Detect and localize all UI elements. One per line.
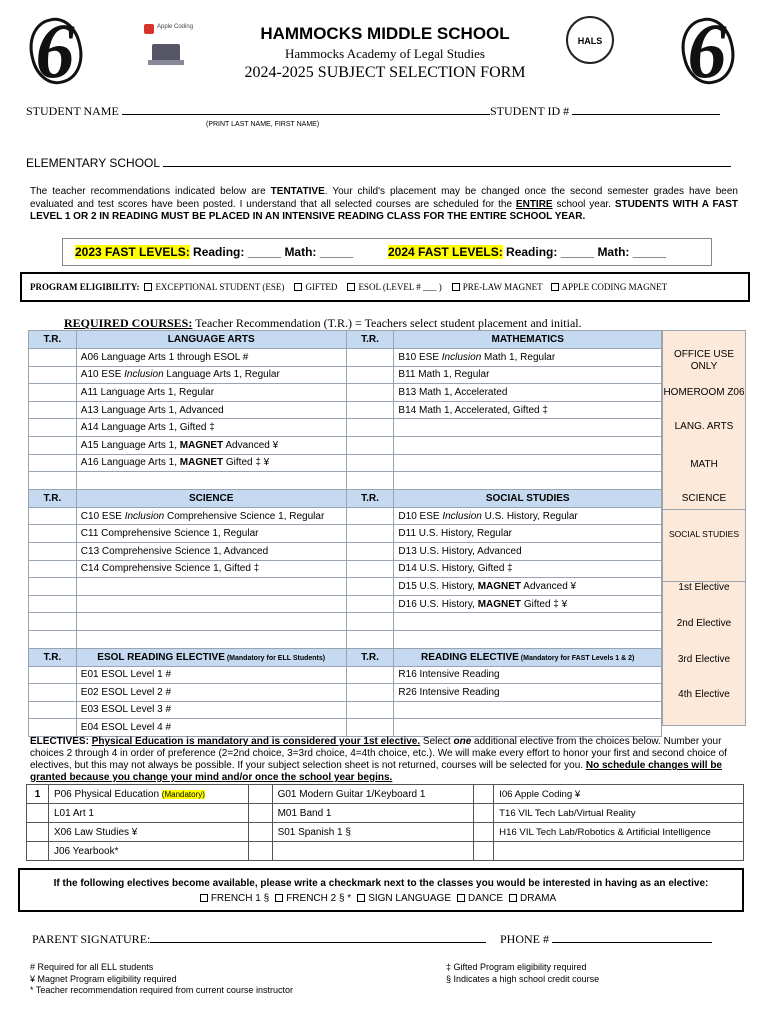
language-arts-course: A13 Language Arts 1, Advanced [76,401,346,419]
checkbox-apple-coding[interactable] [551,283,559,291]
elective-rank[interactable] [248,823,272,842]
legend-right: ‡ Gifted Program eligibility required § Indicates a high school credit course [446,962,600,984]
reading-course [394,701,662,719]
social-studies-course [394,630,662,648]
tr-header: T.R. [29,648,77,666]
elective-rank[interactable] [474,842,494,861]
future-elective-option[interactable]: SIGN LANGUAGE [357,893,451,904]
elective-rank[interactable] [27,823,49,842]
tr-initial-cell[interactable] [346,419,394,437]
elective-option: G01 Modern Guitar 1/Keyboard 1 [272,785,474,804]
social-studies-course [394,613,662,631]
tr-initial-cell[interactable] [29,595,77,613]
elective-rank[interactable] [27,804,49,823]
checkbox-ese[interactable] [144,283,152,291]
tr-initial-cell[interactable] [346,684,394,702]
tr-initial-cell[interactable] [346,507,394,525]
future-elective-option[interactable]: FRENCH 1 § [200,893,269,904]
reading-course: R16 Intensive Reading [394,666,662,684]
tr-initial-cell[interactable] [29,472,77,490]
elective-option: J06 Yearbook* [48,842,248,861]
social-studies-course: D11 U.S. History, Regular [394,525,662,543]
tr-initial-cell[interactable] [29,719,77,737]
reading-course: R26 Intensive Reading [394,684,662,702]
science-course: C13 Comprehensive Science 1, Advanced [76,542,346,560]
language-arts-course: A06 Language Arts 1 through ESOL # [76,349,346,367]
tr-initial-cell[interactable] [346,454,394,472]
language-arts-course: A16 Language Arts 1, MAGNET Gifted ‡ ¥ [76,454,346,472]
mathematics-course [394,436,662,454]
esol-course: E02 ESOL Level 2 # [76,684,346,702]
elective-rank[interactable] [27,842,49,861]
electives-table [26,784,744,861]
tr-initial-cell[interactable] [29,578,77,596]
required-courses-label: REQUIRED COURSES: Teacher Recommendation (T.R.) = Teachers select student placement and initial. [64,316,582,330]
school-logo-right: 6 [676,14,738,88]
mathematics-course [394,454,662,472]
tr-initial-cell[interactable] [29,666,77,684]
parent-signature-field[interactable]: PARENT SIGNATURE: [32,932,486,947]
esol-course: E04 ESOL Level 4 # [76,719,346,737]
mathematics-course: B14 Math 1, Accelerated, Gifted ‡ [394,401,662,419]
language-arts-course: A15 Language Arts 1, MAGNET Advanced ¥ [76,436,346,454]
tr-initial-cell[interactable] [346,349,394,367]
tr-initial-cell[interactable] [29,366,77,384]
language-arts-course: A10 ESE Inclusion Language Arts 1, Regular [76,366,346,384]
program-eligibility: PROGRAM ELIGIBILITY: EXCEPTIONAL STUDENT (ESE) GIFTED ESOL (LEVEL # ___ ) PRE-LAW MAGNET APPLE CODING MAGNET [20,272,750,302]
electives-instructions: ELECTIVES: Physical Education is mandatory and is considered your 1st elective. Select one additional elective from the choices below. Number your choices 2 through 4 in order of preference (2=2nd choice, 3=3rd choice, 4=4th choice, etc.). We will make every effort to honor your first and second choice of electives, but this may not always be possible. If your subject selection sheet is not returned, courses will be selected for you. No schedule changes will be granted because you change your mind and/or once the school year begins. [30,736,727,783]
tr-initial-cell[interactable] [29,349,77,367]
tr-initial-cell[interactable] [29,419,77,437]
elective-rank[interactable] [474,804,494,823]
tr-header: T.R. [29,489,77,507]
school-logo-left: 6 [24,14,86,88]
elementary-school-field[interactable]: ELEMENTARY SCHOOL [26,156,731,170]
elective-row [27,804,744,823]
tr-initial-cell[interactable] [346,384,394,402]
tr-initial-cell[interactable] [29,401,77,419]
tr-initial-cell[interactable] [346,401,394,419]
tr-header: T.R. [346,648,394,666]
tr-initial-cell[interactable] [346,666,394,684]
elective-rank[interactable] [248,804,272,823]
checkbox-prelaw[interactable] [452,283,460,291]
social-studies-course: D14 U.S. History, Gifted ‡ [394,560,662,578]
checkbox-gifted[interactable] [294,283,302,291]
tr-initial-cell[interactable] [346,472,394,490]
elective-option: T16 VIL Tech Lab/Virtual Reality [494,804,744,823]
language-arts-course [76,472,346,490]
elective-row [27,785,744,804]
social-studies-course: D15 U.S. History, MAGNET Advanced ¥ [394,578,662,596]
tr-initial-cell[interactable] [346,436,394,454]
tr-initial-cell[interactable] [346,595,394,613]
tr-initial-cell[interactable] [346,630,394,648]
elective-rank[interactable] [248,785,272,804]
elective-option: P06 Physical Education (Mandatory) [48,785,248,804]
required-courses-table [28,330,662,737]
esol-course: E01 ESOL Level 1 # [76,666,346,684]
tr-initial-cell[interactable] [29,436,77,454]
tr-initial-cell[interactable] [29,613,77,631]
reading-course [394,719,662,737]
elective-rank[interactable] [474,823,494,842]
elective-option: X06 Law Studies ¥ [48,823,248,842]
future-electives-box: If the following electives become available, please write a checkmark next to the classes you would be interested in having as an elective: FRENCH 1 § FRENCH 2 § * SIGN LANGUAGE DANCE DRAMA [18,868,744,912]
science-course [76,613,346,631]
reading-elective-header: READING ELECTIVE (Mandatory for FAST Levels 1 & 2) [394,648,662,666]
language-arts-course: A11 Language Arts 1, Regular [76,384,346,402]
elective-option: L01 Art 1 [48,804,248,823]
science-course: C11 Comprehensive Science 1, Regular [76,525,346,543]
apple-coding-badge: Apple Coding [138,24,208,80]
social-studies-course: D13 U.S. History, Advanced [394,542,662,560]
tr-initial-cell[interactable] [346,366,394,384]
future-elective-option[interactable]: DRAMA [509,893,556,904]
tr-initial-cell[interactable] [29,525,77,543]
future-elective-option[interactable]: FRENCH 2 § * [275,893,351,904]
tr-header: T.R. [346,331,394,349]
elective-option [494,842,744,861]
science-header: SCIENCE [76,489,346,507]
social-studies-course: D10 ESE Inclusion U.S. History, Regular [394,507,662,525]
tr-initial-cell[interactable] [346,578,394,596]
mathematics-header: MATHEMATICS [394,331,662,349]
academy-subtitle: Hammocks Academy of Legal Studies [284,46,485,61]
elective-option: S01 Spanish 1 § [272,823,474,842]
form-title: 2024-2025 SUBJECT SELECTION FORM [244,64,526,81]
fast-levels-box: 2023 FAST LEVELS: Reading: _____ Math: _____ 2024 FAST LEVELS: Reading: _____ Math: _____ [62,238,712,266]
tr-initial-cell[interactable] [29,454,77,472]
phone-field[interactable]: PHONE # [500,932,712,947]
tr-header: T.R. [346,489,394,507]
school-title: HAMMOCKS MIDDLE SCHOOL [260,24,510,43]
tr-header: T.R. [29,331,77,349]
tr-initial-cell[interactable] [346,613,394,631]
social-studies-header: SOCIAL STUDIES [394,489,662,507]
social-studies-course: D16 U.S. History, MAGNET Gifted ‡ ¥ [394,595,662,613]
tr-initial-cell[interactable] [346,525,394,543]
tr-initial-cell[interactable] [29,684,77,702]
student-name-field[interactable]: STUDENT NAME [26,104,490,119]
esol-course: E03 ESOL Level 3 # [76,701,346,719]
tr-initial-cell[interactable] [29,542,77,560]
mathematics-course: B10 ESE Inclusion Math 1, Regular [394,349,662,367]
elective-option: H16 VIL Tech Lab/Robotics & Artificial Intelligence [494,823,744,842]
science-course [76,595,346,613]
language-arts-header: LANGUAGE ARTS [76,331,346,349]
hals-seal: HALS [566,16,614,64]
mathematics-course: B11 Math 1, Regular [394,366,662,384]
elective-option [272,842,474,861]
tr-initial-cell[interactable] [346,542,394,560]
elective-rank[interactable] [474,785,494,804]
future-elective-option[interactable]: DANCE [457,893,503,904]
office-use-panel: OFFICE USE ONLY HOMEROOM Z06 LANG. ARTS MATH SCIENCE SOCIAL STUDIES 1st Elective 2nd Elective 3rd Elective 4th Elective [662,330,746,726]
name-hint: (PRINT LAST NAME, FIRST NAME) [206,121,320,128]
tr-initial-cell[interactable] [29,384,77,402]
intro-paragraph: The teacher recommendations indicated below are TENTATIVE. Your child's placement may be changed once the second semester grades have been evaluated and test scores have been posted. I understand that all selected courses are scheduled for the ENTIRE school year. STUDENTS WITH A FAST LEVEL 1 OR 2 IN READING MUST BE PLACED IN AN INTENSIVE READING CLASS FOR THE ENTIRE SCHOOL YEAR. [30,186,739,222]
tr-initial-cell[interactable] [29,701,77,719]
science-course [76,578,346,596]
elective-rank[interactable]: 1 [27,785,49,804]
tr-initial-cell[interactable] [346,719,394,737]
mathematics-course [394,419,662,437]
mathematics-course [394,472,662,490]
science-course: C10 ESE Inclusion Comprehensive Science 1, Regular [76,507,346,525]
elective-row [27,842,744,861]
legend-left: # Required for all ELL students ¥ Magnet Program eligibility required * Teacher recommendation required from current course instructor [30,962,293,995]
elective-rank[interactable] [248,842,272,861]
elective-option: I06 Apple Coding ¥ [494,785,744,804]
tr-initial-cell[interactable] [29,630,77,648]
language-arts-course: A14 Language Arts 1, Gifted ‡ [76,419,346,437]
elective-row [27,823,744,842]
tr-initial-cell[interactable] [346,560,394,578]
mathematics-course: B13 Math 1, Accelerated [394,384,662,402]
science-course [76,630,346,648]
esol-reading-header: ESOL READING ELECTIVE (Mandatory for ELL Students) [76,648,346,666]
tr-initial-cell[interactable] [29,507,77,525]
elective-option: M01 Band 1 [272,804,474,823]
checkbox-esol[interactable] [347,283,355,291]
science-course: C14 Comprehensive Science 1, Gifted ‡ [76,560,346,578]
tr-initial-cell[interactable] [29,560,77,578]
tr-initial-cell[interactable] [346,701,394,719]
student-id-field[interactable]: STUDENT ID # [490,104,720,119]
